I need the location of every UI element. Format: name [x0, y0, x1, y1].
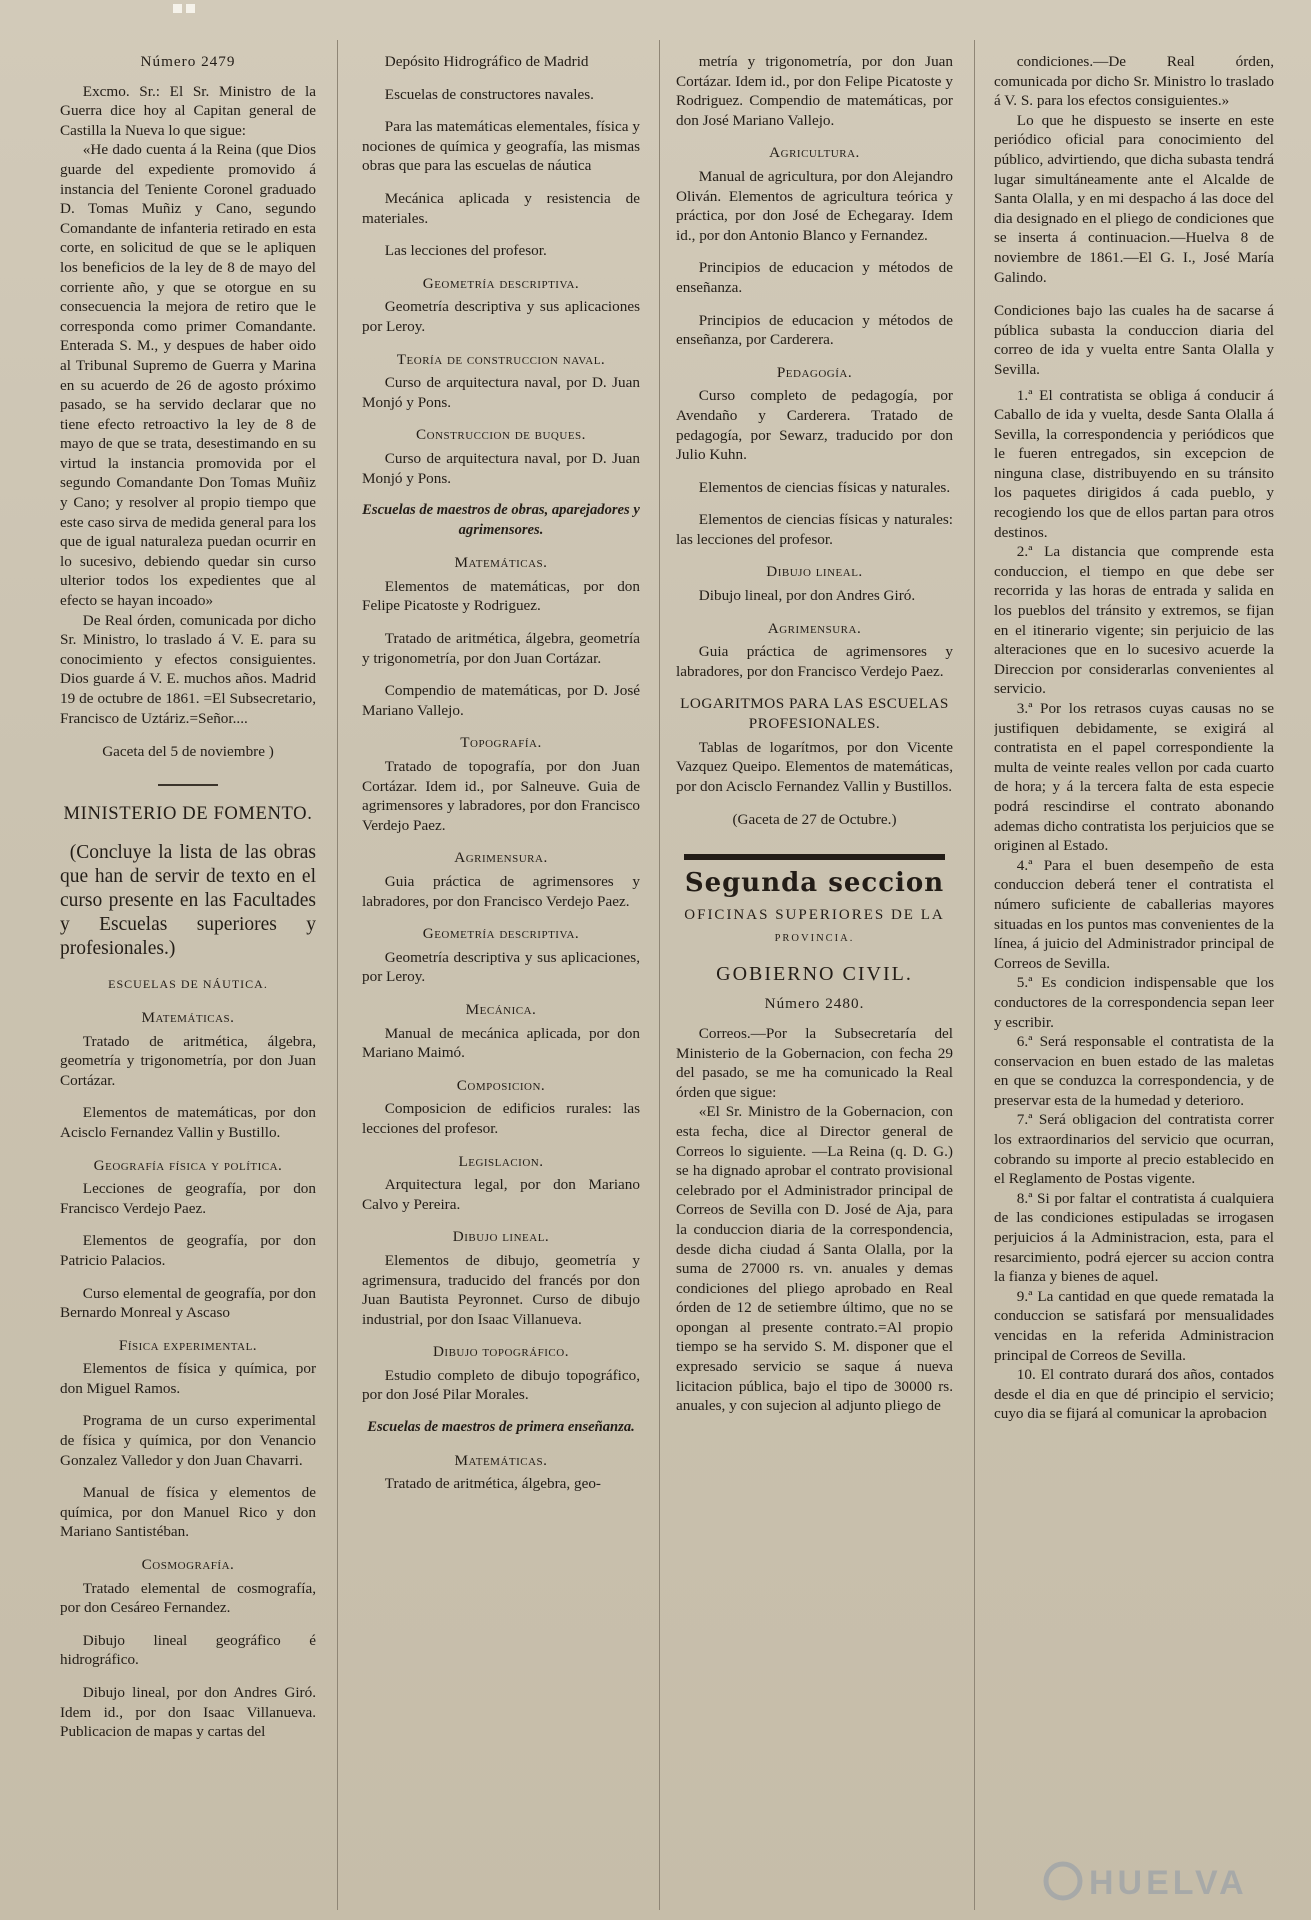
book-entry: Curso de arquitectura naval, por D. Juan Monjó y Pons. — [362, 374, 640, 411]
book-entry: Elementos de física y química, por don Miguel Ramos. — [60, 1360, 316, 1397]
book-entry: Curso elemental de geografía, por don Bernardo Monreal y Ascaso — [60, 1284, 316, 1322]
book-entry: Elementos de ciencias físicas y naturales. — [698, 478, 951, 496]
subject-heading: Dibujo lineal. — [766, 563, 863, 581]
column-rule — [659, 40, 660, 1910]
section-bar — [684, 854, 945, 860]
list-intro: (Concluye la lista de las obras que han de servir de texto en el curso presente en las Facultades y Escuelas superiores y profesionales.) — [60, 842, 316, 960]
subject-heading: Agrimensura. — [454, 849, 548, 867]
column-rule — [337, 40, 338, 1910]
paragraph: De Real órden, comunicada por dicho Sr. Ministro, lo traslado á V. E. para su conocimiento y efectos consiguientes. Dios guarde á V. E. muchos años. Madrid 19 de octubre de 1861. =El Subsecretario, Francisco de Uztáriz.=Señor.... — [60, 611, 316, 727]
subject-heading: Física experimental. — [118, 1336, 258, 1354]
condition-item: 6.ª Será responsable el contratista de la conservacion en buen estado de las maletas en que se conduzca la correspondencia, y de preservar esta de la humedad y deterioro. — [994, 1033, 1274, 1109]
book-entry: Geometría descriptiva y sus aplicaciones por Leroy. — [362, 298, 640, 335]
subject-heading: Matemáticas. — [454, 1451, 548, 1469]
book-entry: metría y trigonometría, por don Juan Cortázar. Idem id., por don Felipe Picatoste y Rodriguez. Compendio de matemáticas, por don José Mariano Vallejo. — [676, 53, 953, 129]
condition-item: 5.ª Es condicion indispensable que los conductores de la correspondencia sepan leer y escribir. — [994, 974, 1274, 1031]
condition-item: 9.ª La cantidad en que quede rematada la conduccion se satisfará por mensualidades vencidas en la referida Administracion principal de Correos de Sevilla. — [994, 1287, 1274, 1364]
book-entry: Tablas de logarítmos, por don Vicente Vazquez Queipo. Elementos de matemáticas, por don Acisclo Fernandez Vallin y Bustillos. — [676, 738, 953, 795]
watermark-text: HUELVA — [1089, 1864, 1248, 1902]
condition-item: 8.ª Si por faltar el contratista á cualquiera de las condiciones estipuladas se irrogasen perjuicios á la Administracion, esta, para el resarcimiento, podrá ejercer su accion contra la fianza y bienes de aquel. — [994, 1189, 1274, 1286]
book-entry: Principios de educacion y métodos de enseñanza, por Carderera. — [676, 311, 953, 349]
book-entry: Elementos de matemáticas, por don Felipe Picatoste y Rodriguez. — [362, 577, 640, 615]
book-entry: Elementos de ciencias físicas y naturales: las lecciones del profesor. — [676, 511, 953, 548]
book-entry: Depósito Hidrográfico de Madrid — [384, 53, 589, 70]
library-watermark — [1041, 1850, 1281, 1912]
column-1 — [60, 52, 316, 1917]
paragraph: Excmo. Sr.: El Sr. Ministro de la Guerra dice hoy al Capitan general de Castilla la Nueva lo que sigue: — [60, 82, 316, 139]
paragraph: «El Sr. Ministro de la Gobernacion, con esta fecha, dice al Director general de Correos lo siguiente. —La Reina (q. D. G.) se ha dignado aprobar el contrato provisional celebrado por el Administrador principal de Correos de Sevilla con D. José de Aja, para la conduccion diaria de la correspondencia, desde dicha ciudad á Santa Olalla, por la suma de 27000 rs. vn. anuales y demas condiciones del pliego aprobado en Real órden de 12 de setiembre último, que no se opongan al presente contrato.=Al propio tiempo se ha servido S. M. disponer que el expresado servicio se saque á nueva licitacion pública, bajo el tipo de 30000 rs. anuales, y con sujecion al adjunto pliego de — [676, 1103, 953, 1415]
column-4 — [994, 52, 1274, 1917]
subject-heading: Geometría descriptiva. — [422, 274, 580, 292]
order-number: Número 2480. — [764, 995, 865, 1013]
subject-heading: Composicion. — [456, 1076, 546, 1094]
subject-heading: Legislacion. — [458, 1152, 544, 1170]
book-entry: Lecciones de geografía, por don Francisco Verdejo Paez. — [60, 1180, 316, 1217]
condition-item: 1.ª El contratista se obliga á conducir á Caballo de ida y vuelta, desde Santa Olalla á Sevilla, la correspondencia y periódicos que le fueren entregados, sin excepcion de ninguna clase, distribuyendo en su tránsito los paquetes dirigidos á cada pueblo, y recogiendo los que de ellos partan para otros destinos. — [994, 386, 1274, 541]
subject-heading: Agricultura. — [769, 144, 860, 162]
book-entry: Tratado de aritmética, álgebra, geo- — [384, 1475, 601, 1493]
government-heading: GOBIERNO CIVIL. — [716, 962, 913, 985]
subject-heading: Teoría de construccion naval. — [396, 350, 606, 368]
subject-heading: Dibujo lineal. — [452, 1228, 550, 1246]
subject-heading: Cosmografía. — [141, 1556, 235, 1574]
book-entry: Las lecciones del profesor. — [384, 242, 547, 260]
condition-item: 2.ª La distancia que comprende esta conduccion, el tiempo en que debe ser recorrida y las horas de entrada y salida en los pueblos del tránsito y extremos, se fijan en el itinerario vigente; sin perjuicio de las alteraciones que en lo sucesivo acuerde la Direccion por considerarlas convenientes al servicio. — [994, 543, 1274, 698]
subject-heading: Geografía física y política. — [93, 1156, 283, 1174]
book-entry: Guia práctica de agrimensores y labradores, por don Francisco Verdejo Paez. — [362, 873, 640, 910]
book-entry: Manual de mecánica aplicada, por don Mariano Maimó. — [362, 1024, 640, 1062]
column-rule — [974, 40, 975, 1910]
ministry-title: MINISTERIO DE FOMENTO. — [63, 802, 313, 824]
print-marks — [173, 0, 203, 12]
book-entry: Programa de un curso experimental de física y química, por don Venancio Gonzalez Valledor y don Juan Chavarri. — [60, 1412, 316, 1469]
conditions-list — [994, 386, 1274, 1424]
book-entry: Arquitectura legal, por don Mariano Calvo y Pereira. — [362, 1176, 640, 1213]
book-entry: Elementos de dibujo, geometría y agrimensura, traducido del francés por don Juan Bautista Peyronnet. Curso de dibujo industrial, por don Isaac Villanueva. — [362, 1251, 640, 1328]
book-list — [362, 52, 640, 1494]
paragraph: Correos.—Por la Subsecretaría del Ministerio de la Gobernacion, con fecha 29 del pasado, se me ha comunicado la Real órden que sigue: — [676, 1024, 953, 1101]
separator — [158, 784, 218, 786]
subject-heading: LOGARITMOS PARA LAS ESCUELAS PROFESIONALES. — [680, 695, 949, 733]
book-entry: Tratado de topografía, por don Juan Cortázar. Idem id., por Salneuve. Guia de agrimensores y labradores, por don Francisco Verdejo Paez. — [362, 758, 640, 834]
book-entry: Mecánica aplicada y resistencia de materiales. — [362, 189, 640, 227]
book-entry: Guia práctica de agrimensores y labradores, por don Francisco Verdejo Paez. — [676, 643, 953, 680]
book-entry: Dibujo lineal, por don Andres Giró. Idem id., por don Isaac Villanueva. Publicacion de mapas y cartas del — [60, 1684, 316, 1741]
paragraph: condiciones.—De Real órden, comunicada por dicho Sr. Ministro lo traslado á V. S. para los efectos consiguientes.» — [994, 53, 1274, 110]
book-entry: Curso de arquitectura naval, por D. Juan Monjó y Pons. — [362, 449, 640, 487]
watermark-circle-icon — [1046, 1864, 1080, 1898]
book-list — [676, 52, 953, 796]
book-entry: Para las matemáticas elementales, física y nociones de química y geografía, las mismas obras que para las escuelas de náutica — [362, 118, 640, 175]
book-entry: Dibujo lineal, por don Andres Giró. — [698, 587, 916, 605]
subject-heading: Pedagogía. — [776, 363, 853, 381]
subject-heading: Matemáticas. — [454, 554, 548, 572]
book-entry: Composicion de edificios rurales: las lecciones del profesor. — [362, 1100, 640, 1137]
province-heading: PROVINCIA. — [774, 933, 855, 945]
book-entry: Geometría descriptiva y sus aplicaciones, por Leroy. — [362, 948, 640, 986]
paragraph: «He dado cuenta á la Reina (que Dios guarde del expediente promovido á instancia del Teniente Coronel graduado D. Tomas Muñiz y Cano, segundo Comandante de infanteria retirado en esta corte, en solicitud de que se le apliquen los beneficios de la ley de 8 de mayo del corriente año, y que se otorgue en su consecuencia la mejora de retiro que le corresponda como primer Comandante. Enterada S. M., y despues de haber oido al Tribunal Supremo de Guerra y Marina en su acuerdo de 26 de agosto próximo pasado, se ha servido declarar que no tiene efecto retroactivo la ley de 8 de mayo de que se trata, desestimando en su virtud la instancia promovida por el segundo Comandante Don Tomas Muñiz y Cano; y resolver al propio tiempo que este caso sirva de medida general para los que de igual naturaleza puedan ocurrir en lo sucesivo, debiendo quedar sin curso ulterior todos los expedientes que al efecto se hayan incoado» — [60, 141, 316, 610]
book-entry: Tratado de aritmética, álgebra, geometría y trigonometría, por don Juan Cortázar. — [60, 1032, 316, 1089]
book-entry: Curso completo de pedagogía, por Avendaño y Carderera. Tratado de pedagogía, por Sewarz, traducido por don Julio Kuhn. — [676, 387, 953, 464]
book-entry: Compendio de matemáticas, por D. José Mariano Vallejo. — [362, 682, 640, 719]
book-entry: Elementos de geografía, por don Patricio Palacios. — [60, 1232, 316, 1269]
column-3 — [676, 52, 953, 1917]
book-entry: Principios de educacion y métodos de enseñanza. — [676, 259, 953, 296]
subject-heading: Escuelas de maestros de primera enseñanza. — [367, 1419, 635, 1436]
condition-item: 10. El contrato durará dos años, contados desde el dia en que dé principio el servicio; cuyo dia se fijará al comunicar la aprobacion — [994, 1366, 1274, 1423]
book-entry: Manual de física y elementos de química, por don Manuel Rico y don Mariano Santistéban. — [60, 1484, 316, 1541]
condition-item: 4.ª Para el buen desempeño de esta conduccion deberá tener el contratista el número suficiente de caballerias mayores situadas en los puntos mas convenientes de la línea, á juicio del Administrador principal de Correos de Sevilla. — [994, 856, 1274, 972]
book-entry: Escuelas de constructores navales. — [384, 85, 594, 103]
gaceta-reference: (Gaceta de 27 de Octubre.) — [732, 811, 897, 829]
gaceta-reference: Gaceta del 5 de noviembre ) — [102, 743, 274, 761]
subject-heading: Matemáticas. — [141, 1008, 235, 1026]
section-title: Segunda seccion — [684, 868, 945, 898]
subject-heading: Agrimensura. — [767, 619, 862, 637]
subject-heading: ESCUELAS DE NÁUTICA. — [108, 977, 268, 992]
book-entry: Tratado de aritmética, álgebra, geometría y trigonometría, por don Juan Cortázar. — [362, 630, 640, 667]
offices-heading: OFICINAS SUPERIORES DE LA — [684, 906, 945, 923]
subject-heading: Topografía. — [460, 734, 542, 752]
condition-item: 3.ª Por los retrasos cuyas causas no se justifiquen debidamente, se exigirá al contratista en el papel correspondiente la multa de veinte reales vellon por cada cuarto de hora; y á la tercera falta de esta especie podrá rescindirse el contrato abonando ademas dicho contratista los perjuicios que se originen al Estado. — [994, 700, 1274, 855]
book-entry: Dibujo lineal geográfico é hidrográfico. — [60, 1631, 316, 1669]
condition-item: 7.ª Será obligacion del contratista correr los extraordinarios del servicio que ocurran, cobrando su importe al precio establecido en el Reglamento de Postas vigente. — [994, 1111, 1274, 1188]
book-entry: Manual de agricultura, por don Alejandro Oliván. Elementos de agricultura teórica y práctica, por don José de Echegaray. Idem id., por don Antonio Blanco y Fernandez. — [676, 167, 953, 244]
book-entry: Tratado elemental de cosmografía, por don Cesáreo Fernandez. — [60, 1579, 316, 1617]
paragraph: Lo que he dispuesto se inserte en este periódico oficial para conocimiento del público, advirtiendo, que dicha subasta tendrá lugar simultáneamente ante el Alcalde de Santa Olalla, y en mi despacho á las doce del dia designado en el pliego de condiciones que se inserta á continuacion.—Huelva 8 de noviembre de 1861.—El G. I., José María Galindo. — [994, 111, 1274, 286]
conditions-intro: Condiciones bajo las cuales ha de sacarse á pública subasta la conduccion diaria del correo de ida y vuelta entre Santa Olalla y Sevilla. — [994, 302, 1274, 378]
order-number: Número 2479 — [140, 53, 236, 70]
subject-heading: Construccion de buques. — [416, 426, 586, 444]
book-list — [60, 975, 316, 1741]
book-entry: Elementos de matemáticas, por don Acisclo Fernandez Vallin y Bustillo. — [60, 1104, 316, 1141]
book-entry: Estudio completo de dibujo topográfico, por don José Pilar Morales. — [362, 1366, 640, 1404]
subject-heading: Dibujo topográfico. — [432, 1343, 570, 1361]
subject-heading: Mecánica. — [465, 1000, 537, 1018]
subject-heading: Escuelas de maestros de obras, aparejadores y agrimensores. — [362, 502, 640, 538]
subject-heading: Geometría descriptiva. — [422, 925, 580, 943]
column-2 — [362, 52, 640, 1917]
